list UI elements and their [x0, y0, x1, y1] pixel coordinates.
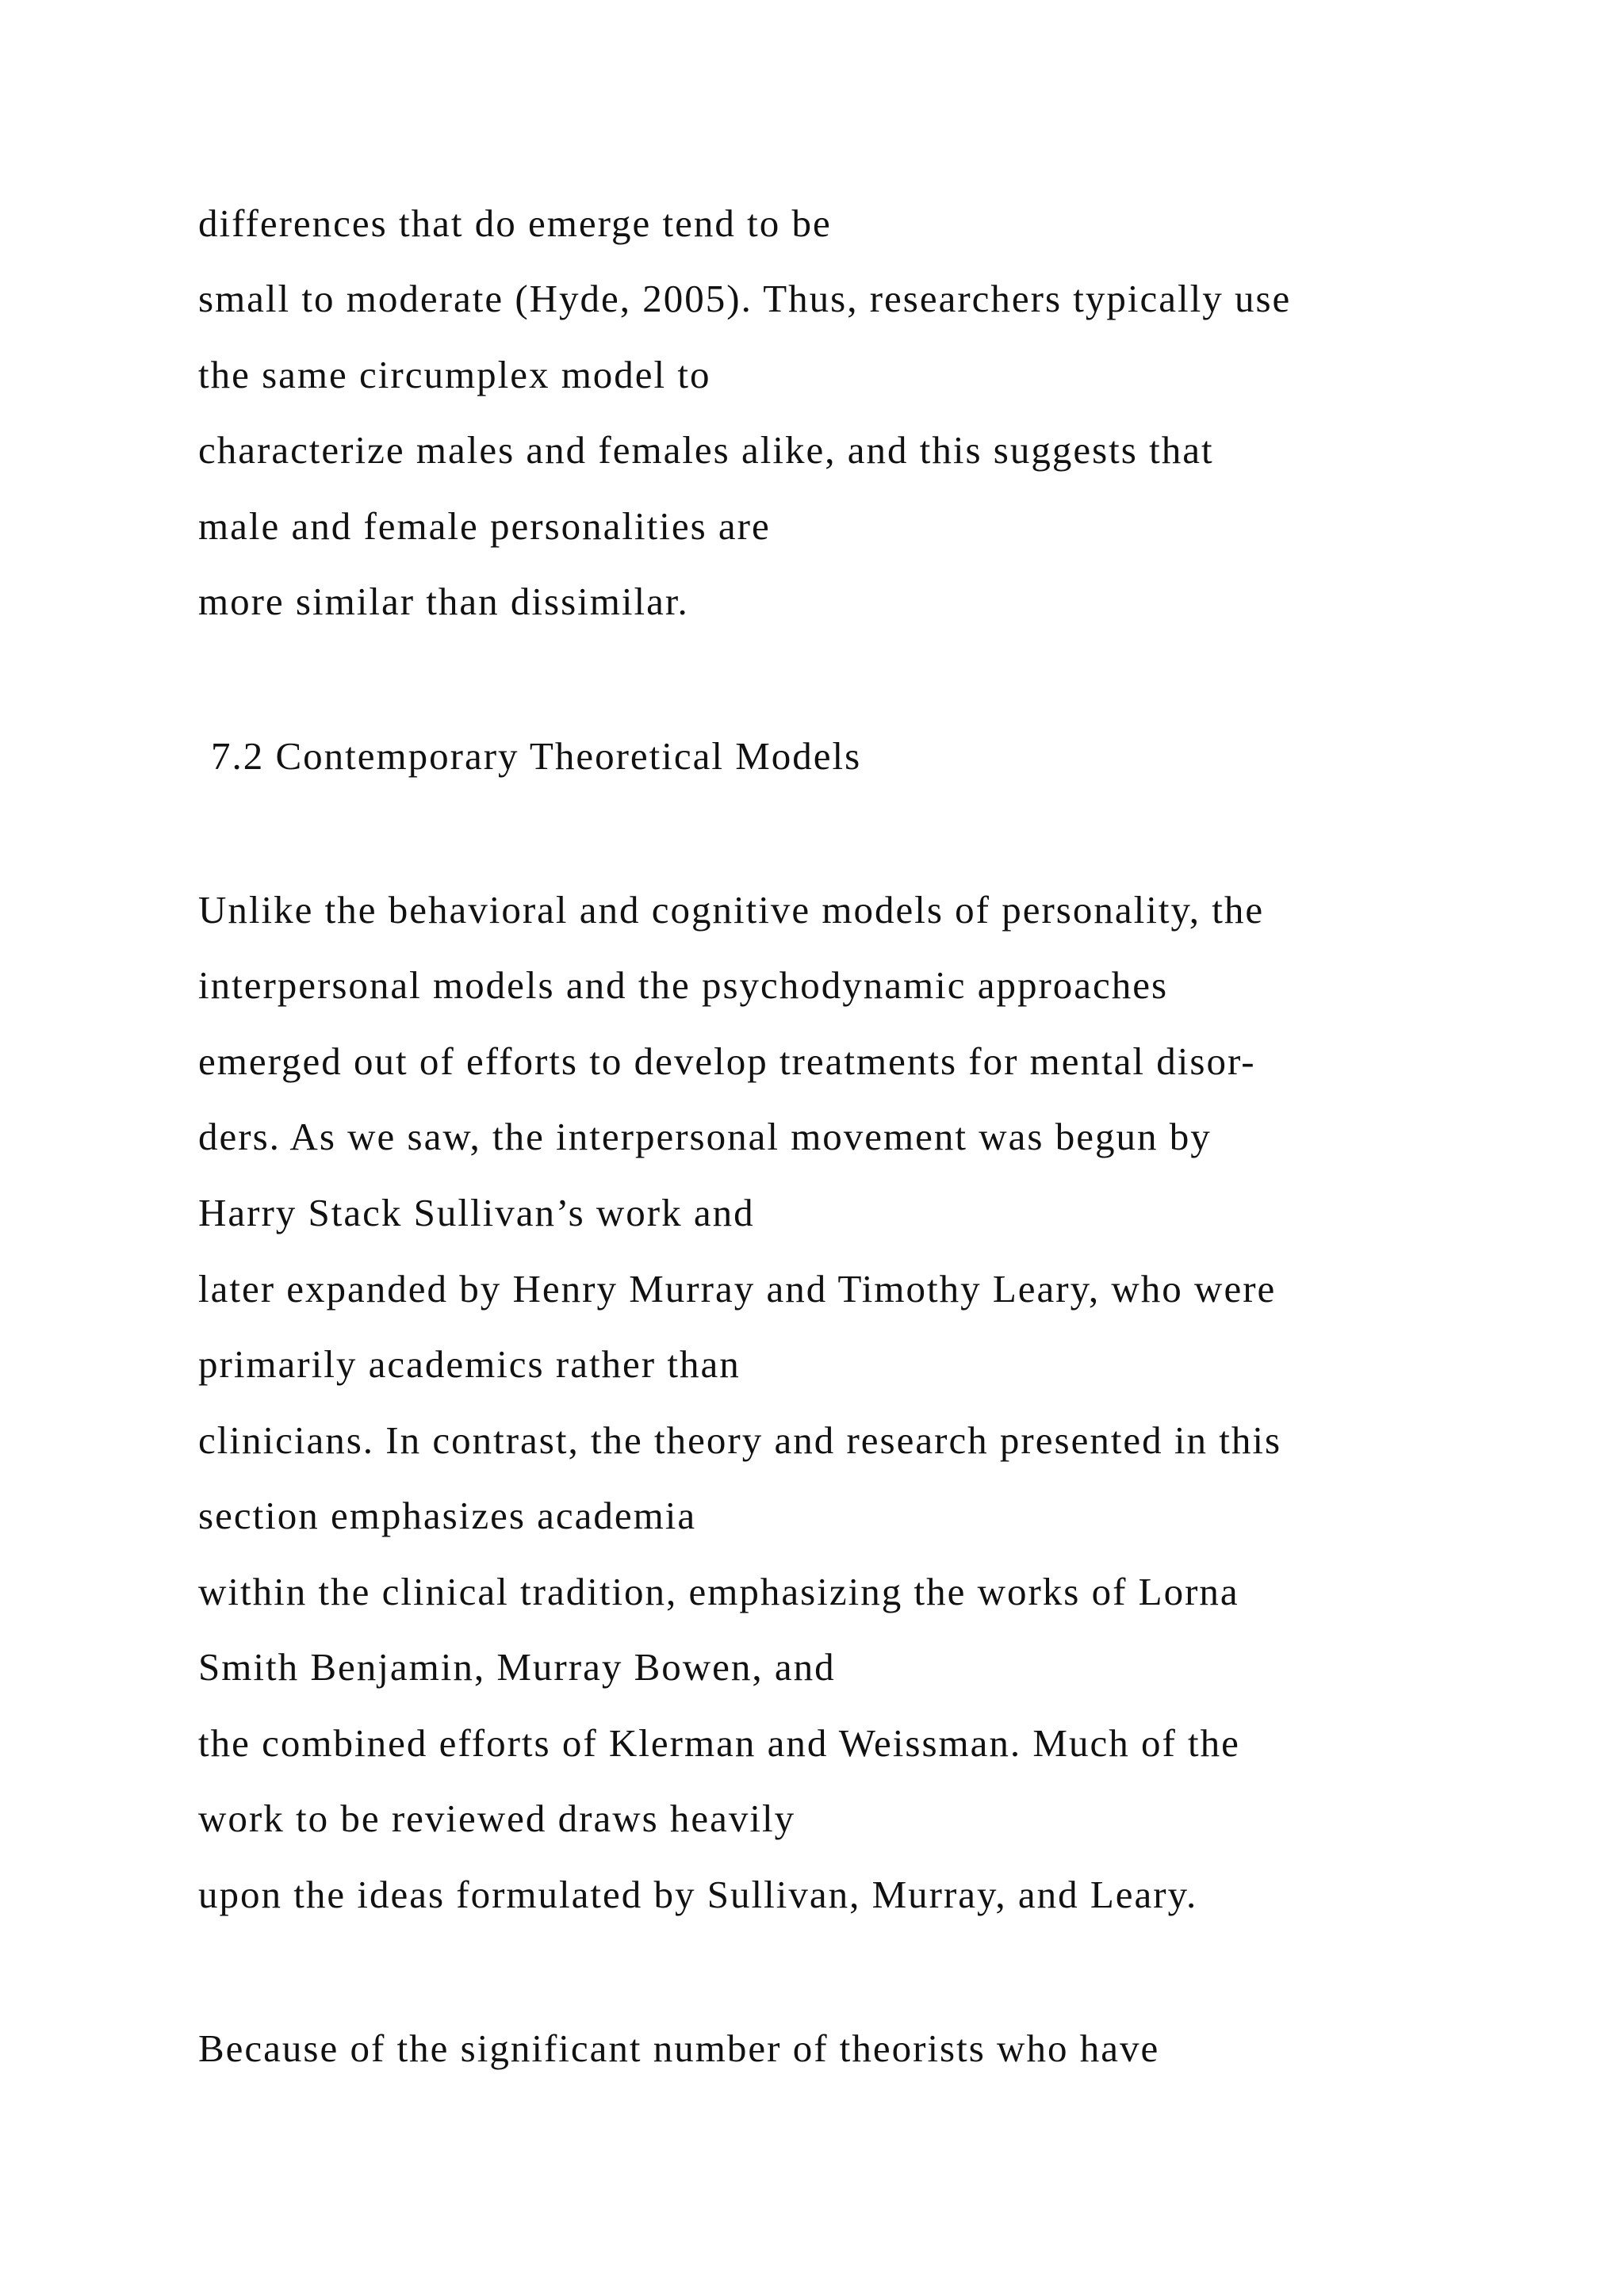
text-line: Harry Stack Sullivan’s work and: [198, 1191, 755, 1234]
text-line: within the clinical tradition, emphasizing the works of Lorna: [198, 1570, 1239, 1613]
text-line: Because of the significant number of theorists who have: [198, 2026, 1160, 2070]
text-line: interpersonal models and the psychodynamic approaches: [198, 963, 1169, 1007]
text-line: more similar than dissimilar.: [198, 580, 689, 623]
text-line: ders. As we saw, the interpersonal movement was begun by: [198, 1115, 1212, 1158]
text-line: Smith Benjamin, Murray Bowen, and: [198, 1645, 836, 1689]
text-line: characterize males and females alike, and this suggests that: [198, 428, 1214, 472]
text-line: work to be reviewed draws heavily: [198, 1797, 796, 1840]
text-line: male and female personalities are: [198, 504, 771, 548]
text-line: the combined efforts of Klerman and Weissman. Much of the: [198, 1721, 1240, 1765]
text-line: differences that do emerge tend to be: [198, 201, 832, 245]
text-line: section emphasizes academia: [198, 1494, 697, 1537]
text-line: the same circumplex model to: [198, 353, 711, 396]
text-line: upon the ideas formulated by Sullivan, Murray, and Leary.: [198, 1873, 1198, 1916]
section-heading: 7.2 Contemporary Theoretical Models: [211, 734, 862, 778]
text-line: Unlike the behavioral and cognitive models of personality, the: [198, 888, 1265, 932]
text-line: small to moderate (Hyde, 2005). Thus, researchers typically use: [198, 277, 1292, 320]
text-line: primarily academics rather than: [198, 1342, 741, 1386]
text-line: emerged out of efforts to develop treatments for mental disor-: [198, 1039, 1256, 1083]
text-line: clinicians. In contrast, the theory and research presented in this: [198, 1418, 1282, 1462]
text-line: later expanded by Henry Murray and Timothy Leary, who were: [198, 1267, 1277, 1311]
